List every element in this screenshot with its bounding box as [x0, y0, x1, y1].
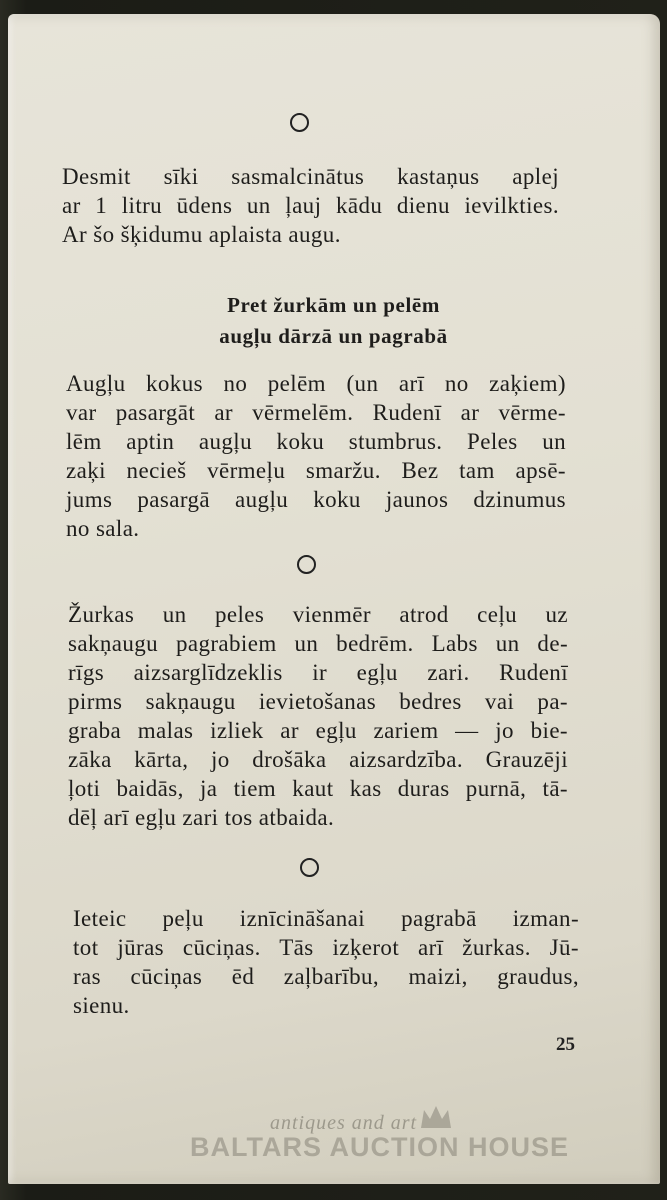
text-line: jums pasargā augļu koku jaunos dzinumus — [66, 487, 566, 512]
section-divider-circle — [300, 858, 319, 877]
watermark-brand: BALTARS AUCTION HOUSE — [190, 1132, 569, 1162]
paragraph-guinea-pigs — [73, 904, 579, 1020]
text-line: ras cūciņas ēd zaļbarību, maizi, graudus, — [73, 964, 579, 989]
section-heading-line1: Pret žurkām un pelēm — [227, 293, 440, 317]
text-line: Žurkas un peles vienmēr atrod ceļu uz — [68, 602, 568, 627]
text-line: Ar šo šķidumu aplaista augu. — [62, 222, 341, 247]
text-line: lēm aptin augļu koku stumbrus. Peles un — [66, 429, 566, 454]
text-line: ar 1 litru ūdens un ļauj kādu dienu ievilkties. — [62, 193, 559, 218]
page-number: 25 — [556, 1034, 575, 1055]
paragraph-wormwood — [66, 369, 566, 543]
text-line: no sala. — [66, 516, 140, 541]
text-line: pirms sakņaugu ievietošanas bedres vai pa- — [68, 689, 568, 714]
section-heading-line2: augļu dārzā un pagrabā — [219, 324, 448, 348]
text-line: dēļ arī egļu zari tos atbaida. — [68, 805, 335, 830]
text-line: Ieteic peļu iznīcināšanai pagrabā izman- — [73, 906, 579, 931]
section-divider-circle — [297, 555, 316, 574]
text-line: tot jūras cūciņas. Tās izķerot arī žurkas. Jū- — [73, 935, 579, 960]
text-line: graba malas izliek ar egļu zariem — jo bie- — [68, 718, 568, 743]
section-divider-circle — [290, 113, 309, 132]
text-line: Augļu kokus no pelēm (un arī no zaķiem) — [66, 371, 566, 396]
text-line: sienu. — [73, 993, 130, 1018]
crown-icon — [418, 1102, 454, 1132]
text-line: sakņaugu pagrabiem un bedrēm. Labs un de- — [68, 631, 568, 656]
watermark-tagline: antiques and art — [270, 1112, 418, 1134]
text-line: zaķi necieš vērmeļu smaržu. Bez tam apsē- — [66, 458, 566, 483]
text-line: Desmit sīki sasmalcinātus kastaņus aplej — [62, 164, 559, 189]
text-line: var pasargāt ar vērmelēm. Rudenī ar vērme- — [66, 400, 566, 425]
text-line: ļoti baidās, ja tiem kaut kas duras purnā, tā- — [68, 776, 568, 801]
paragraph-chestnut — [62, 162, 559, 249]
text-line: zāka kārta, jo drošāka aizsardzība. Grauzēji — [68, 747, 568, 772]
text-line: rīgs aizsarglīdzeklis ir egļu zari. Rudenī — [68, 660, 568, 685]
paragraph-spruce — [68, 600, 568, 832]
